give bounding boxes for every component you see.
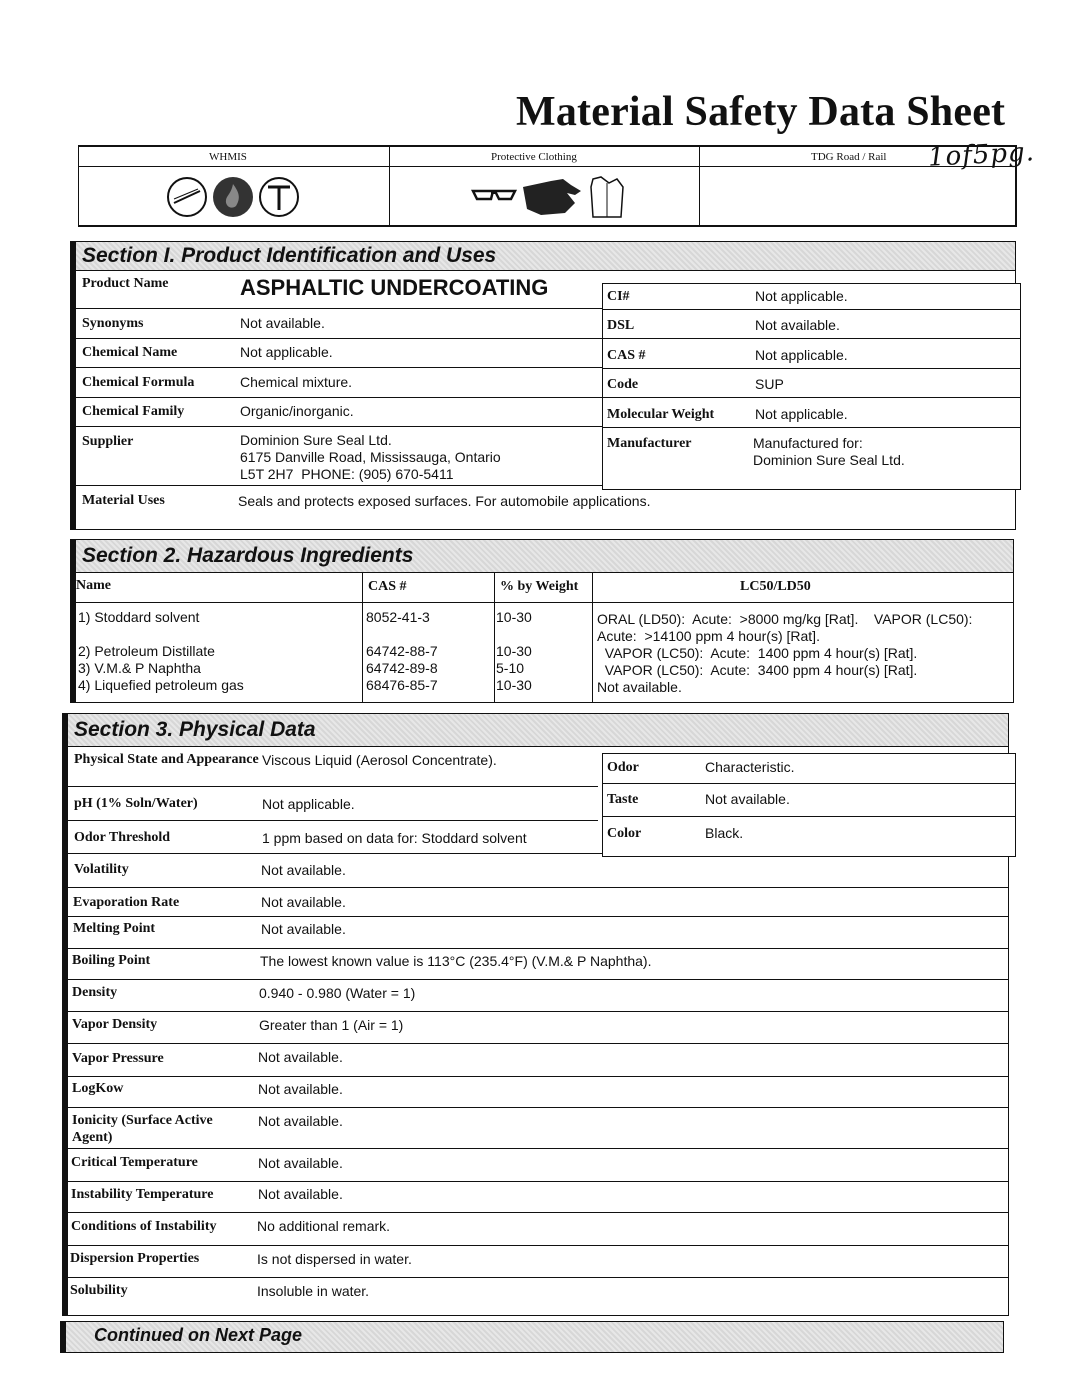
whmis-symbols-icon [165,172,315,220]
ingredient-cas-numbers: 8052-41-3 64742-88-7 64742-89-8 68476-85-7 [366,609,438,693]
protective-clothing-icon [471,173,631,221]
ingredient-names: 1) Stoddard solvent 2) Petroleum Distillate 3) V.M.& P Naphtha 4) Liquefied petroleum gas [78,609,244,693]
cas-value: Not applicable. [755,347,848,363]
vapor-density-value: Greater than 1 (Air = 1) [259,1017,404,1033]
document-title: Material Safety Data Sheet [516,89,1006,135]
ingredients-cas-header: CAS # [368,579,407,594]
section-2-heading: Section 2. Hazardous Ingredients [82,544,414,567]
cas-label: CAS # [607,348,646,363]
odor-threshold-label: Odor Threshold [74,830,171,845]
boiling-point-label: Boiling Point [72,953,151,968]
handwritten-page-note: 1of5pg. [927,137,1036,173]
chemical-name-value: Not applicable. [240,344,333,360]
density-value: 0.940 - 0.980 (Water = 1) [259,985,416,1001]
solubility-value: Insoluble in water. [257,1283,370,1299]
ingredients-lc-header: LC50/LD50 [740,579,811,594]
taste-label: Taste [607,792,639,807]
vapor-pressure-value: Not available. [258,1049,343,1065]
ionicity-label: Ionicity (Surface Active Agent) [72,1113,213,1145]
section-2-heading-bar [76,540,1013,573]
ph-value: Not applicable. [262,796,355,812]
dsl-label: DSL [607,318,635,333]
ionicity-value: Not available. [258,1113,343,1129]
ingredients-name-header: Name [76,578,111,593]
instability-temperature-label: Instability Temperature [71,1187,214,1202]
supplier-label: Supplier [82,434,134,449]
solubility-label: Solubility [70,1283,128,1298]
physical-state-value: Viscous Liquid (Aerosol Concentrate). [262,752,497,768]
section-3-physical-data [62,713,1009,1316]
protective-clothing-label: Protective Clothing [491,151,577,163]
volatility-value: Not available. [261,862,346,878]
section-2-hazardous-ingredients [70,539,1014,703]
manufacturer-value: Manufactured for: Dominion Sure Seal Ltd. [753,435,905,468]
logkow-value: Not available. [258,1081,343,1097]
section-1-heading-bar [76,242,1015,271]
conditions-instability-label: Conditions of Instability [71,1219,217,1234]
section-1-product-identification [70,241,1016,530]
section-3-sensory-box [602,753,1016,857]
material-uses-label: Material Uses [82,493,165,508]
critical-temperature-value: Not available. [258,1155,343,1171]
color-value: Black. [705,825,744,841]
chemical-family-value: Organic/inorganic. [240,403,354,419]
hazard-pictogram-box [78,145,1017,227]
section-3-heading-bar [68,714,1008,747]
synonyms-label: Synonyms [82,316,144,331]
ph-label: pH (1% Soln/Water) [74,796,198,811]
ingredient-toxicity: ORAL (LD50): Acute: >8000 mg/kg [Rat]. VAPOR (LC50): Acute: >14100 ppm 4 hour(s) [Rat]. VAPOR (LC50): Acute: 1400 ppm 4 hour(s) [Rat]. VAPOR (LC50): Acute: 3400 ppm 4 hour(s) [Rat]. Not available. [597,611,973,695]
evaporation-rate-label: Evaporation Rate [73,895,180,910]
instability-temperature-value: Not available. [258,1186,343,1202]
molecular-weight-label: Molecular Weight [607,407,715,422]
critical-temperature-label: Critical Temperature [71,1155,198,1170]
melting-point-value: Not available. [261,921,346,937]
synonyms-value: Not available. [240,315,325,331]
whmis-label: WHMIS [209,151,247,163]
manufacturer-label: Manufacturer [607,436,692,451]
continued-label: Continued on Next Page [94,1325,303,1345]
code-value: SUP [755,376,784,392]
volatility-label: Volatility [74,862,129,877]
color-label: Color [607,826,642,841]
density-label: Density [72,985,118,1000]
conditions-instability-value: No additional remark. [257,1218,391,1234]
chemical-formula-label: Chemical Formula [82,375,195,390]
dispersion-value: Is not dispersed in water. [257,1251,412,1267]
section-3-heading: Section 3. Physical Data [74,718,316,741]
odor-value: Characteristic. [705,759,795,775]
ci-value: Not applicable. [755,288,848,304]
section-1-identifiers-box [602,283,1021,490]
supplier-value: Dominion Sure Seal Ltd. 6175 Danville Road, Mississauga, Ontario L5T 2H7 PHONE: (905) 670-5411 [240,432,501,482]
product-name-value: ASPHALTIC UNDERCOATING [240,275,549,300]
odor-label: Odor [607,760,639,775]
odor-threshold-value: 1 ppm based on data for: Stoddard solvent [262,830,527,846]
molecular-weight-value: Not applicable. [755,406,848,422]
physical-state-label: Physical State and Appearance [74,752,259,767]
evaporation-rate-value: Not available. [261,894,346,910]
taste-value: Not available. [705,791,790,807]
continued-footer [60,1321,1004,1353]
boiling-point-value: The lowest known value is 113°C (235.4°F) (V.M.& P Naphtha). [260,953,652,969]
logkow-label: LogKow [72,1081,124,1096]
dispersion-label: Dispersion Properties [70,1251,200,1266]
ingredient-weights: 10-30 10-30 5-10 10-30 [496,609,532,693]
section-1-heading: Section I. Product Identification and Uses [82,244,497,267]
melting-point-label: Melting Point [73,921,156,936]
product-name-label: Product Name [82,276,169,291]
dsl-value: Not available. [755,317,840,333]
chemical-family-label: Chemical Family [82,404,185,419]
chemical-formula-value: Chemical mixture. [240,374,353,390]
vapor-density-label: Vapor Density [72,1017,158,1032]
code-label: Code [607,377,639,392]
vapor-pressure-label: Vapor Pressure [72,1051,164,1066]
tdg-label: TDG Road / Rail [811,151,887,163]
ingredients-weight-header: % by Weight [500,579,579,594]
ci-label: CI# [607,289,630,304]
chemical-name-label: Chemical Name [82,345,178,360]
material-uses-value: Seals and protects exposed surfaces. For automobile applications. [238,493,651,509]
